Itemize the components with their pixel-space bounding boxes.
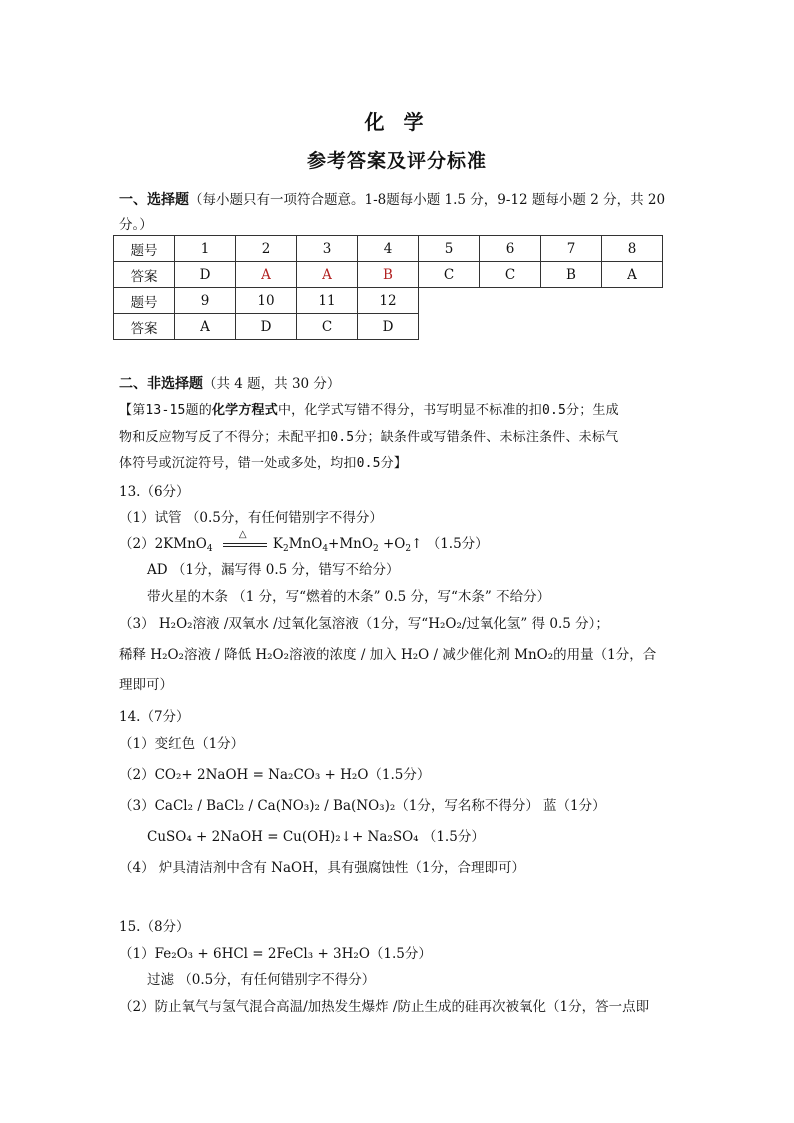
question-number: 4 xyxy=(358,236,419,262)
question-number: 8 xyxy=(602,236,663,262)
answer-cell: D xyxy=(175,262,236,288)
q15-part1-answer: 过滤 （0.5分，有任何错别字不得分） xyxy=(147,972,376,988)
table-row xyxy=(114,262,663,288)
q13-part2-test: 带火星的木条 （1 分，写“燃着的木条” 0.5 分，写“木条” 不给分） xyxy=(147,589,551,605)
subscript: 4 xyxy=(206,544,213,554)
table-row-label: 答案 xyxy=(114,262,175,288)
q13-part2-equation xyxy=(119,528,489,554)
table-row xyxy=(114,236,663,262)
section2-heading: 二、非选择题 xyxy=(119,376,203,392)
q13-part3-cont: 稀释 H₂O₂溶液 / 降低 H₂O₂溶液的浓度 / 加入 H₂O / 减少催化剂 MnO₂的用量（1分，合 xyxy=(119,647,657,663)
answer-cell: A xyxy=(175,314,236,340)
question-number: 5 xyxy=(419,236,480,262)
question-number: 9 xyxy=(175,288,236,314)
q14-heading: 14.（7分） xyxy=(119,709,190,725)
answer-cell: C xyxy=(419,262,480,288)
question-number: 11 xyxy=(297,288,358,314)
q13-part1: （1）试管 （0.5分，有任何错别字不得分） xyxy=(119,510,383,526)
question-number: 2 xyxy=(236,236,297,262)
q13-heading: 13.（6分） xyxy=(119,484,190,500)
q13-part3-end: 理即可） xyxy=(119,677,173,693)
product: +O xyxy=(378,536,406,552)
heating-equal-sign xyxy=(223,528,267,552)
answer-cell: C xyxy=(297,314,358,340)
subscript: 2 xyxy=(405,544,412,554)
question-number: 12 xyxy=(358,288,419,314)
score-note: ↑ （1.5分） xyxy=(411,536,489,552)
q14-part1: （1）变红色（1分） xyxy=(119,736,245,752)
section2-line xyxy=(119,372,340,393)
question-number: 1 xyxy=(175,236,236,262)
table-row xyxy=(114,314,663,340)
subscript: 2 xyxy=(282,544,289,554)
question-number: 6 xyxy=(480,236,541,262)
answer-cell: D xyxy=(236,314,297,340)
section1-desc: （每小题只有一项符合题意。1-8题每小题 1.5 分，9-12 题每小题 2 分，共 20 xyxy=(189,192,666,208)
grading-note-line1 xyxy=(119,399,619,418)
q14-part3-equation: CuSO₄ + 2NaOH = Cu(OH)₂↓+ Na₂SO₄ （1.5分） xyxy=(147,829,485,845)
note-emphasis: 化学方程式 xyxy=(211,403,278,418)
q13-part3: （3） H₂O₂溶液 /双氧水 /过氧化氢溶液（1分，写“H₂O₂/过氧化氢” 得 0.5 分）； xyxy=(119,616,609,632)
answer-cell: A xyxy=(602,262,663,288)
q14-part4: （4） 炉具清洁剂中含有 NaOH，具有强腐蚀性（1分，合理即可） xyxy=(119,860,525,876)
section1-heading: 一、选择题 xyxy=(119,192,189,208)
table-row-label: 答案 xyxy=(114,314,175,340)
question-number: 3 xyxy=(297,236,358,262)
reactant: （2）2KMnO xyxy=(119,536,207,552)
product: MnO xyxy=(288,536,323,552)
question-number: 7 xyxy=(541,236,602,262)
table-row-label: 题号 xyxy=(114,288,175,314)
heat-triangle-icon: △ xyxy=(238,528,247,540)
table-row xyxy=(114,288,663,314)
page-title: 化 学 xyxy=(364,110,430,134)
q13-part2-answer: AD （1分，漏写得 0.5 分，错写不给分） xyxy=(147,562,400,578)
grading-note-line2: 物和反应物写反了不得分；未配平扣0.5分；缺条件或写错条件、未标注条件、未标气 xyxy=(119,430,619,445)
product: K xyxy=(272,536,283,552)
answer-table xyxy=(113,235,663,340)
answer-cell: B xyxy=(358,262,419,288)
answer-cell: A xyxy=(236,262,297,288)
table-row-label: 题号 xyxy=(114,236,175,262)
q14-part2: （2）CO₂+ 2NaOH = Na₂CO₃ + H₂O（1.5分） xyxy=(119,767,431,783)
note-text: 【第13-15题的 xyxy=(119,403,212,418)
note-text: 中，化学式写错不得分，书写明显不标准的扣0.5分；生成 xyxy=(277,403,619,418)
q15-heading: 15.（8分） xyxy=(119,919,190,935)
product: +MnO xyxy=(328,536,373,552)
answer-cell: A xyxy=(297,262,358,288)
question-number: 10 xyxy=(236,288,297,314)
answer-cell: D xyxy=(358,314,419,340)
answer-cell: B xyxy=(541,262,602,288)
answer-cell: C xyxy=(480,262,541,288)
section2-desc: （共 4 题，共 30 分） xyxy=(203,376,341,392)
section1-line xyxy=(119,188,665,209)
q14-part3: （3）CaCl₂ / BaCl₂ / Ca(NO₃)₂ / Ba(NO₃)₂（1分，写名称不得分） xyxy=(119,798,539,814)
q15-part2: （2）防止氧气与氢气混合高温/加热发生爆炸 /防止生成的硅再次被氧化（1分，答一点即 xyxy=(119,999,650,1015)
section1-desc-cont: 分。） xyxy=(119,217,153,233)
q15-part1: （1）Fe₂O₃ + 6HCl = 2FeCl₃ + 3H₂O（1.5分） xyxy=(119,946,432,962)
subscript: 2 xyxy=(372,544,379,554)
q14-part3-color: 蓝（1分） xyxy=(543,798,606,814)
page-subtitle: 参考答案及评分标准 xyxy=(306,150,487,172)
grading-note-line3: 体符号或沉淀符号，错一处或多处，均扣0.5分】 xyxy=(119,456,408,471)
subscript: 4 xyxy=(322,544,329,554)
